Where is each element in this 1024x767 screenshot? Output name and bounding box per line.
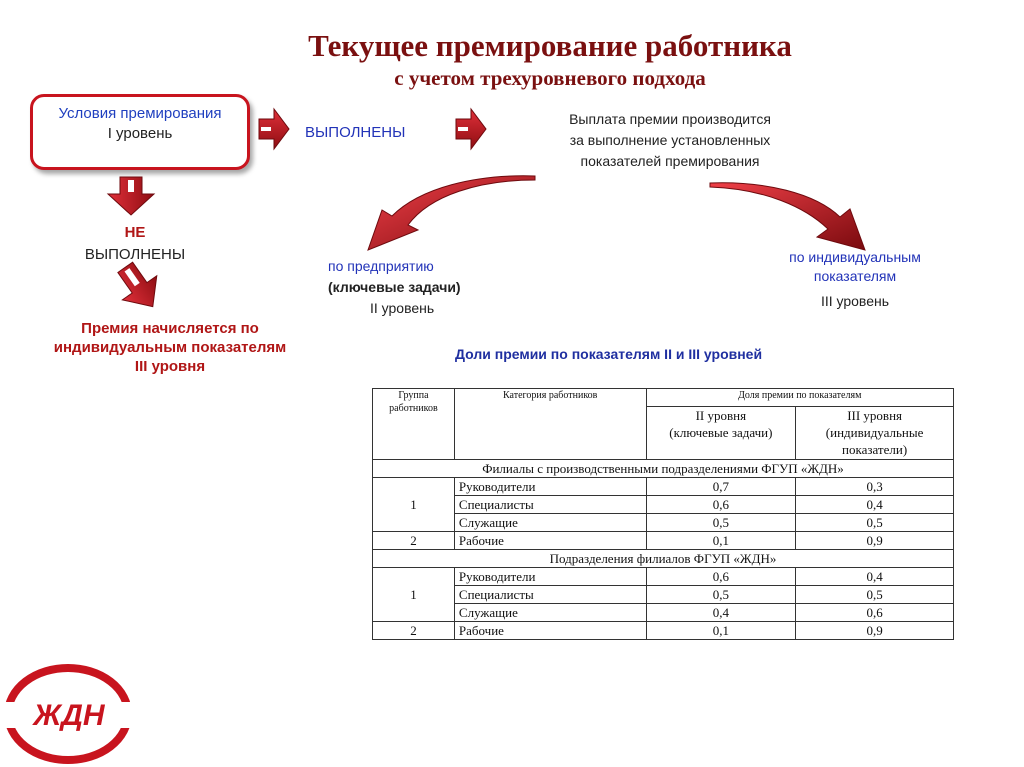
table-row bbox=[373, 586, 954, 604]
header-share: Доля премии по показателям bbox=[646, 389, 954, 407]
table-row bbox=[373, 532, 954, 550]
right-arrow-icon bbox=[258, 107, 290, 151]
level3-value: 0,4 bbox=[796, 496, 954, 514]
curved-arrow-left-icon bbox=[360, 170, 540, 260]
section-title: Филиалы с производственными подразделениями ФГУП «ЖДН» bbox=[373, 460, 954, 478]
table-row bbox=[373, 496, 954, 514]
header-group: Группа работников bbox=[373, 389, 455, 460]
header-level3: III уровня (индивидуальные показатели) bbox=[796, 407, 954, 460]
level2-value: 0,5 bbox=[646, 514, 796, 532]
individual-bonus-text: Премия начисляется по индивидуальным показателям III уровня bbox=[53, 320, 287, 375]
group-number: 1 bbox=[373, 478, 455, 532]
level3-value: 0,9 bbox=[796, 532, 954, 550]
enterprise-level-block: по предприятию (ключевые задачи) II уровень bbox=[328, 258, 461, 316]
level1-conditions-box bbox=[30, 94, 250, 170]
not-fulfilled-label: НЕ ВЫПОЛНЕНЫ bbox=[84, 224, 186, 263]
level2-value: 0,1 bbox=[646, 622, 796, 640]
level2-value: 0,4 bbox=[646, 604, 796, 622]
level3-value: 0,6 bbox=[796, 604, 954, 622]
category-cell: Служащие bbox=[454, 514, 646, 532]
table-row bbox=[373, 604, 954, 622]
group-number: 2 bbox=[373, 532, 455, 550]
down-arrow-icon bbox=[106, 176, 156, 216]
company-logo bbox=[2, 664, 136, 764]
category-cell: Специалисты bbox=[454, 586, 646, 604]
curved-arrow-right-icon bbox=[705, 175, 885, 255]
level2-value: 0,5 bbox=[646, 586, 796, 604]
page-title: Текущее премирование работника bbox=[308, 28, 792, 63]
header-category: Категория работников bbox=[454, 389, 646, 460]
group-number: 1 bbox=[373, 568, 455, 622]
level3-value: 0,3 bbox=[796, 478, 954, 496]
diagonal-arrow-icon bbox=[114, 262, 164, 312]
level3-value: 0,5 bbox=[796, 514, 954, 532]
logo-text: ЖДН bbox=[33, 699, 105, 732]
category-cell: Служащие bbox=[454, 604, 646, 622]
level2-value: 0,1 bbox=[646, 532, 796, 550]
level1-label: I уровень bbox=[107, 125, 173, 142]
level2-value: 0,7 bbox=[646, 478, 796, 496]
category-cell: Рабочие bbox=[454, 622, 646, 640]
table-caption: Доли премии по показателям II и III уровней bbox=[455, 346, 763, 362]
page-subtitle: с учетом трехуровневого подхода bbox=[394, 66, 706, 90]
section-title: Подразделения филиалов ФГУП «ЖДН» bbox=[373, 550, 954, 568]
individual-level-block: по индивидуальным показателям III уровень bbox=[789, 249, 921, 309]
table-row bbox=[373, 622, 954, 640]
right-arrow-icon bbox=[455, 107, 487, 151]
group-number: 2 bbox=[373, 622, 455, 640]
category-cell: Руководители bbox=[454, 478, 646, 496]
level3-value: 0,9 bbox=[796, 622, 954, 640]
table-row bbox=[373, 514, 954, 532]
table-row bbox=[373, 568, 954, 586]
category-cell: Специалисты bbox=[454, 496, 646, 514]
category-cell: Руководители bbox=[454, 568, 646, 586]
category-cell: Рабочие bbox=[454, 532, 646, 550]
level1-conditions-label: Условия премирования bbox=[58, 105, 222, 122]
bonus-share-table bbox=[372, 388, 954, 640]
level3-value: 0,5 bbox=[796, 586, 954, 604]
level2-value: 0,6 bbox=[646, 568, 796, 586]
header-level2: II уровня (ключевые задачи) bbox=[646, 407, 796, 460]
table-row bbox=[373, 478, 954, 496]
fulfilled-label: ВЫПОЛНЕНЫ bbox=[305, 124, 406, 141]
payment-description: Выплата премии производится за выполнение установленных показателей премирования bbox=[569, 111, 771, 169]
level3-value: 0,4 bbox=[796, 568, 954, 586]
level2-value: 0,6 bbox=[646, 496, 796, 514]
